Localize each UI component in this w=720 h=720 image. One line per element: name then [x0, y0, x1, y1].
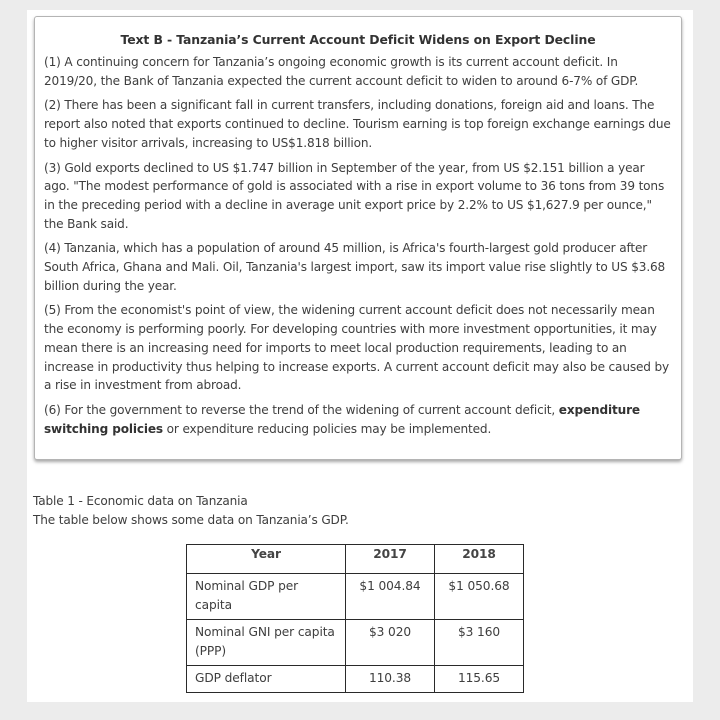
paragraph-2: (2) There has been a significant fall in current transfers, including donations, foreign aid and loans. The report also noted that exports continued to decline. Tourism earning is top foreign exchange earnings due to higher visitor arrivals, increasing to US$1.818 billion. [44, 98, 671, 150]
document-page [27, 10, 693, 702]
header-year: Year [187, 545, 346, 574]
table-row [187, 666, 524, 693]
table-1-title: Table 1 - Economic data on Tanzania [33, 494, 248, 508]
cell-2017: $1 004.84 [346, 574, 435, 620]
table-row [187, 574, 524, 620]
paragraph-1: (1) A continuing concern for Tanzania’s ongoing economic growth is its current account deficit. In 2019/20, the Bank of Tanzania expected the current account deficit to widen to around 6-7% of GDP. [44, 55, 639, 88]
economic-data-table [186, 544, 524, 693]
table-1-description: The table below shows some data on Tanzania’s GDP. [33, 513, 349, 527]
table-1-caption [33, 492, 349, 530]
row-label: Nominal GNI per capita (PPP) [187, 620, 346, 666]
header-2017: 2017 [346, 545, 435, 574]
header-2018: 2018 [435, 545, 524, 574]
cell-2017: 110.38 [346, 666, 435, 693]
cell-2018: $3 160 [435, 620, 524, 666]
paragraph-6-start: (6) For the government to reverse the trend of the widening of current account deficit, [44, 402, 559, 417]
text-b-title: Text B - Tanzania’s Current Account Deficit Widens on Export Decline [120, 32, 596, 47]
paragraph-6 [44, 401, 672, 438]
row-label: Nominal GDP per capita [187, 574, 346, 620]
paragraph-3: (3) Gold exports declined to US $1.747 billion in September of the year, from US $2.151 billion a year ago. "The modest performance of gold is associated with a rise in export volume to 36 tons from 39 tons in the preceding period with a decline in average unit export price by 2.2% to US $1,627.9 per ounce," the Bank said. [44, 160, 665, 231]
text-b-box [34, 16, 682, 460]
paragraph-6-bold-term: expenditure switching policies [44, 402, 640, 436]
cell-2018: 115.65 [435, 666, 524, 693]
paragraph-5: (5) From the economist's point of view, the widening current account deficit does not necessarily mean the economy is performing poorly. For developing countries with more investment opportunities, it may mean there is an increasing need for imports to meet local production requirements, leading to an increase in productivity thus helping to increase exports. A current account deficit may also be caused by a rise in investment from abroad. [44, 303, 670, 393]
table-header-row [187, 545, 524, 574]
cell-2018: $1 050.68 [435, 574, 524, 620]
cell-2017: $3 020 [346, 620, 435, 666]
paragraph-6-end: or expenditure reducing policies may be implemented. [162, 421, 492, 436]
table-row [187, 620, 524, 666]
paragraph-4: (4) Tanzania, which has a population of around 45 million, is Africa's fourth-largest gold producer after South Africa, Ghana and Mali. Oil, Tanzania's largest import, saw its import value rise slightly to US $3.68 billion during the year. [44, 241, 666, 293]
row-label: GDP deflator [187, 666, 346, 693]
